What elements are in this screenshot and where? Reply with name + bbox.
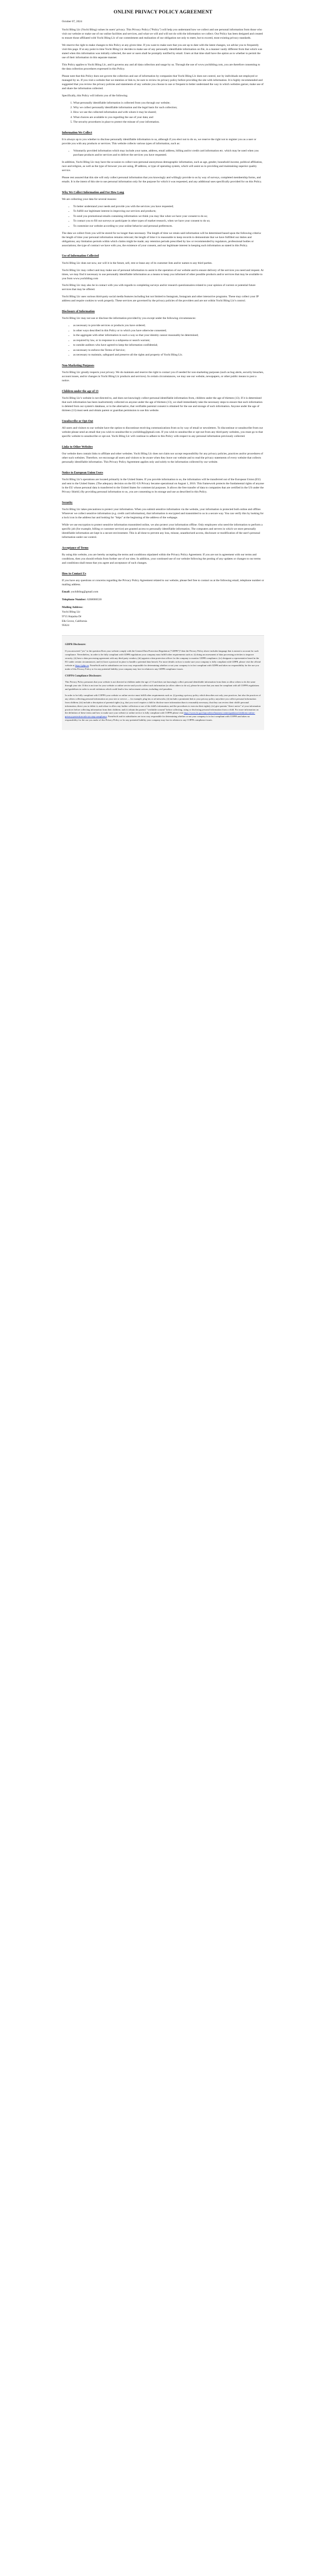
section-heading-children: Children under the age of 13 [62, 389, 99, 393]
list-item: 1. What personally identifiable information is collected from you through our website; [73, 101, 264, 106]
list-item: • To send you promotional emails containing information we think you may like when we have your consent to do so; [73, 215, 264, 219]
intro-paragraph: We reserve the right to make changes to this Policy at any given time. If you want to make sure that you are up to date with the latest changes, we advise you to frequently visit this page. If at any point in time Yochi Bling Llc decides to make use of any personally identifiable information on file, in a manner vastly different from that which was stated when this information was initially collected, the user or users shall be promptly notified by email. Users at that time shall have the option as to whether to permit the use of their information in this separate manner. [62, 44, 263, 60]
section-paragraph: Yochi Bling Llc's website is not directed to, and does not knowingly collect personal identifiable information from, children under the age of thirteen (13). If it is determined that such information has been inadvertently collected on anyone under the age of thirteen (13), we shall immediately take the necessary steps to ensure that such information is deleted from our system's database, or in the alternative, that verifiable parental consent is obtained for the use and storage of such information. Anyone under the age of thirteen (13) must seek and obtain parent or guardian permission to use this website. [62, 397, 263, 412]
address-line: 95624 [62, 624, 69, 628]
gdpr-text-continued: . FormSwift and its subsidiaries are in no way responsible for determining whether or not your company is in fact compliant with GDPR and takes no responsibility for the use you make of this Privacy Policy or for any potential liability your company may face in relation to any GDPR compliance issues. [65, 664, 259, 670]
phone-label: Telephone Number: [62, 598, 87, 601]
contact-block [62, 590, 264, 629]
section-heading-links: Links to Other Websites [62, 445, 93, 449]
list-item: • To better understand your needs and provide you with the services you have requested; [73, 205, 264, 209]
list-item: • Voluntarily provided information which may include your name, address, email address, billing and/or credit card information etc. which may be used when you purchase products and/or services and to deliver the services you have requested. [73, 149, 264, 158]
section-paragraph: If you have any questions or concerns regarding the Privacy Policy Agreement related to our website, please feel free to contact us at the following email, telephone number or mailing address. [62, 579, 264, 586]
section-paragraph: Please rest assured that this site will only collect personal information that you knowingly and willingly provide to us by way of surveys, completed membership forms, and emails. It is the intent of this site to use personal information only for the purpose for which it was requested, and any additional uses specifically provided for on this Policy. [62, 176, 262, 183]
section-paragraph: In addition, Yochi Bling Llc may have the occasion to collect non-personal anonymous demographic information, such as age, gender, household income, political affiliation, race and religion, as well as the type of browser you are using, IP address, or type of operating system, which will assist us in providing and maintaining superior quality service. [62, 161, 263, 173]
policy-date: October 07, 2024 [62, 20, 82, 24]
section-paragraph: By using this website, you are hereby accepting the terms and conditions stipulated within the Privacy Policy Agreement. If you are not in agreement with our terms and conditions, then you should refrain from further use of our sites. In addition, your continued use of our website following the posting of any updates or changes to our terms and conditions shall mean that you agree and acceptance of such changes. [62, 553, 261, 565]
gdpr-link[interactable]: https://gdpr.eu [75, 664, 89, 667]
section-heading-non-marketing: Non-Marketing Purposes [62, 364, 94, 367]
section-paragraph: Yochi Bling Llc greatly respects your privacy. We do maintain and reserve the right to contact you if needed for non-marketing purposes (such as bug alerts, security breaches, account issues, and/or changes in Yochi Bling Llc products and services). In certain circumstances, we may use our website, newspapers, or other public means to post a notice. [62, 371, 264, 383]
list-item: • in the aggregate with other information in such a way so that your identity cannot reasonably be determined; [73, 334, 264, 338]
section-paragraph: Yochi Bling Llc may collect and may make use of personal information to assist in the operation of our website and to ensure delivery of the services you need and request. At times, we may find it necessary to use personally identifiable information as a means to keep you informed of other possible products and/or services that may be available to you from www.yochibling.com [62, 268, 264, 280]
coppa-text-continued: . FormSwift and its subsidiaries are in no way responsible for determining whether or not your company is in fact compliant with COPPA and takes no responsibility for the use you make of this Privacy Policy or for any potential liability your company may face in relation to any COPPA compliance issues. [65, 715, 250, 722]
section-paragraph: Yochi Bling Llc may also be in contact with you with regards to completing surveys and/or research questionnaires related to your opinion of current or potential future services that may be offered. [62, 284, 256, 292]
coppa-link[interactable]: https://www.ftc.gov/tips-advice/business-center/guidance/childrens-online-privacy-protection-rule-six-step-compliance [65, 711, 255, 718]
section-paragraph: Yochi Bling Llc may not use or disclose the information provided by you except under the following circumstances: [62, 317, 196, 320]
list-item: • to outside auditors who have agreed to keep the information confidential; [73, 344, 264, 348]
list-item: • as necessary to maintain, safeguard and preserve all the rights and property of Yochi Bling Llc. [73, 353, 264, 358]
mailing-label: Mailing Address: [62, 605, 84, 609]
intro-paragraph: Please note that this Policy does not govern the collection and use of information by companies that Yochi Bling Llc does not control, nor by individuals not employed or managed by us. If you visit a website that we mention or link to, be sure to review its privacy policy before providing the site with information. It is highly recommended and suggested that you review the privacy policies and statements of any website you choose to use or frequent to better understand the way in which websites garner, make use of and share the information collected. [62, 74, 264, 90]
section-heading-use-of-information: Use of Information Collected [62, 255, 99, 258]
coppa-paragraph: This Privacy Policy presumes that your website is not directed at children under the age of 13 and does not knowingly collect personal identifiable information from them or allow others to do the same through your site. If this is not true for your website or online service and you do collect such information (or allow others to do so), please be aware that you must be compliant with all COPPA regulations and guidelines in order to avoid violations which could lead to law enforcement actions, including civil penalties. [65, 681, 259, 691]
list-item: • To contact you to fill out surveys or participate in other types of market research, when we have your consent to do so; [73, 219, 264, 224]
collected-list [62, 149, 264, 158]
address-line: Yochi Bling Llc [62, 610, 80, 614]
section-paragraph: Yochi Bling Llc uses various third-party social media features including but not limited to Instagram, Instagram and other interactive programs. These may collect your IP address and require cookies to work properly. These services are governed by the privacy policies of the providers and are not within Yochi Bling Llc's control. [62, 295, 259, 303]
why-list [62, 205, 264, 229]
list-item: 5. The security procedures in place to protect the misuse of your information. [73, 121, 264, 125]
disclosure-list [62, 324, 264, 358]
section-paragraph: Yochi Bling Llc's operations are located primarily in the United States. If you provide information to us, the information will be transferred out of the European Union (EU) and sent to the United States. (The adequacy decision on the EU-US Privacy became operational on August 1, 2016. This framework protects the fundamental rights of anyone in the EU whose personal data is transferred to the United States for commercial purposes. It allows the free transfer of data to companies that are certified in the US under the Privacy Shield.) By providing personal information to us, you are consenting to its storage and use as described in this Policy. [62, 478, 264, 494]
section-heading-contact: How to Contact Us [62, 572, 86, 575]
section-paragraph: We are collecting your data for several reasons: [62, 198, 117, 201]
email-label: Email: [62, 590, 71, 594]
section-paragraph: It is always up to you whether to disclose personally identifiable information to us, although if you elect not to do so, we reserve the right not to register you as a user or provide you with any products or services. This website collects various types of information, such as: [62, 138, 256, 146]
email-line [62, 590, 264, 595]
privacy-policy-document [0, 0, 326, 745]
section-paragraph: Our website does contain links to affiliate and other websites. Yochi Bling Llc does not claim nor accept responsibility for any privacy policies, practices and/or procedures of other such websites. Therefore, we encourage all users and visitors to be aware when they leave our website and to read the privacy statements of every website that collects personally identifiable information. This Privacy Policy Agreement applies only and solely to the information collected by our website. [62, 452, 263, 464]
list-item: 4. What choices are available to you regarding the use of your data; and [73, 116, 264, 120]
list-item: 2. Why we collect personally identifiable information and the legal basis for such collection; [73, 106, 264, 110]
gdpr-paragraph [65, 650, 261, 671]
section-paragraph: The data we collect from you will be stored for no longer than necessary. The length of time we retain said information will be determined based upon the following criteria: the length of time your personal information remains relevant; the length of time it is reasonable to keep records to demonstrate that we have fulfilled our duties and obligations; any limitation periods within which claims might be made; any retention periods prescribed by law or recommended by regulators, professional bodies or associations; the type of contract we have with you, the existence of your consent, and our legitimate interest in keeping such information as stated in this Policy. [62, 231, 262, 247]
gdpr-heading: GDPR Disclosure: [65, 643, 86, 647]
section-heading-security: Security [62, 501, 73, 504]
list-item: 3. How we use the collected information and with whom it may be shared; [73, 111, 264, 115]
list-item: • To fulfill our legitimate interest in improving our services and products; [73, 210, 264, 214]
coppa-paragraph [65, 694, 261, 722]
list-item: • as necessary to enforce the Terms of Service; [73, 349, 264, 353]
section-heading-information-we-collect: Information We Collect [62, 131, 92, 135]
section-paragraph: Yochi Bling Llc does not now, nor will it in the future, sell, rent or lease any of its customer lists and/or names to any third parties. [62, 261, 213, 265]
address-line: Elk Grove, California [62, 619, 87, 623]
inform-list [62, 101, 264, 125]
intro-paragraph: Specifically, this Policy will inform you of the following [62, 94, 127, 97]
intro-paragraph: This Policy applies to Yochi Bling Llc, and it governs any and all data collection and usage by us. Through the use of www.yochibling.com, you are therefore consenting to the data collection procedures expressed in this Policy. [62, 63, 260, 71]
section-paragraph: All users and visitors to our website have the option to discontinue receiving communications from us by way of email or newsletters. To discontinue or unsubscribe from our website please send an email that you wish to unsubscribe to yochibling@gmail.com. If you wish to unsubscribe or opt-out from any third-party websites, you must go to that specific website to unsubscribe or opt-out. Yochi Bling Llc will continue to adhere to this Policy with respect to any personal information previously collected. [62, 427, 263, 438]
intro-paragraph: Yochi Bling Llc (Yochi Bling) values its users' privacy. This Privacy Policy ("Policy") will help you understand how we collect and use personal information from those who visit our website or make use of our online facilities and services, and what we will and will not do with the information we collect. Our Policy has been designed and created to ensure those affiliated with Yochi Bling Llc of our commitment and realization of our obligation not only to meet, but to exceed, most existing privacy standards. [62, 28, 263, 40]
section-paragraph: Yochi Bling Llc takes precautions to protect your information. When you submit sensitive information via the website, your information is protected both online and offline. Wherever we collect sensitive information (e.g. credit card information), that information is encrypted and transmitted to us in a secure way. You can verify this by looking for a lock icon in the address bar and looking for "https" at the beginning of the address of the webpage. [62, 508, 264, 520]
email-address: yochibling@gmail.com [71, 590, 99, 594]
section-heading-disclosure: Disclosure of Information [62, 310, 95, 314]
compliance-notice-box [62, 635, 264, 730]
gdpr-text: If you answered "yes" to the question Does your website comply with the General Data Protection Regulation ("GDPR")? then the Privacy Policy above includes language that is meant to account for such compliance. Nevertheless, in order to be fully compliant with GDPR regulations your company must fulfill other requirements such as: (i) doing an assessment of data processing activities to improve security; (ii) have a data processing agreement with any third party vendors; (iii) appoint a data protection officer for the company to monitor GDPR compliance; (iv) designate a representative based in the EU under certain circumstances; and (v) have a protocol in place to handle a potential data breach. For more details on how to make sure your company is fully compliant with GDPR, please visit the official website at [65, 650, 261, 667]
coppa-text: In order to be fully compliant with COPPA your website or online service must fulfill other requirements such as: (i) posting a privacy policy which describes not only your practices, but also the practices of any others collecting personal information on your site or service — for example, plug-ins or ad networks; (ii) include a prominent link to your privacy policy anywhere you collect personal information from children; (iii) include a description of parental rights (e.g. that you won't require a child to disclose more information than is reasonably necessary, that they can review their child's personal information, direct you to delete it, and refuse to allow any further collection or use of the child's information, and the procedures to exercise their rights); (iv) give parents "direct notice" of your information practices before collecting information from their children; and (v) obtain the parents' "verifiable consent" before collecting, using or disclosing personal information from a child. For more information on the definition of these terms and how to make sure your website or online service is fully compliant with COPPA please visit [65, 694, 261, 715]
section-paragraph: While we use encryption to protect sensitive information transmitted online, we also protect your information offline. Only employees who need the information to perform a specific job (for example, billing or customer service) are granted access to personally identifiable information. The computers and servers in which we store personally identifiable information are kept in a secure environment. This is all done to prevent any loss, misuse, unauthorized access, disclosure or modification of the user's personal information under our control. [62, 523, 263, 539]
section-heading-eu-users: Notice to European Union Users [62, 471, 103, 474]
coppa-heading: COPPA Compliance Disclosure: [65, 674, 102, 677]
document-title: ONLINE PRIVACY POLICY AGREEMENT [113, 10, 213, 15]
section-heading-why-we-collect: Why We Collect Information and For How Long [62, 191, 124, 194]
list-item: • as necessary to provide services or products you have ordered; [73, 324, 264, 328]
phone-line [62, 598, 264, 602]
list-item: • To customize our website according to your online behavior and personal preferences. [73, 225, 264, 229]
address-line: 9715 Kepalsa Dr [62, 615, 82, 618]
list-item: • in other ways described in this Policy or to which you have otherwise consented; [73, 329, 264, 333]
section-heading-acceptance: Acceptance of Terms [62, 546, 89, 550]
list-item: • as required by law, or in response to a subpoena or search warrant; [73, 339, 264, 343]
phone-number: 6268006530 [87, 598, 102, 601]
section-heading-unsubscribe: Unsubscribe or Opt-Out [62, 419, 93, 423]
